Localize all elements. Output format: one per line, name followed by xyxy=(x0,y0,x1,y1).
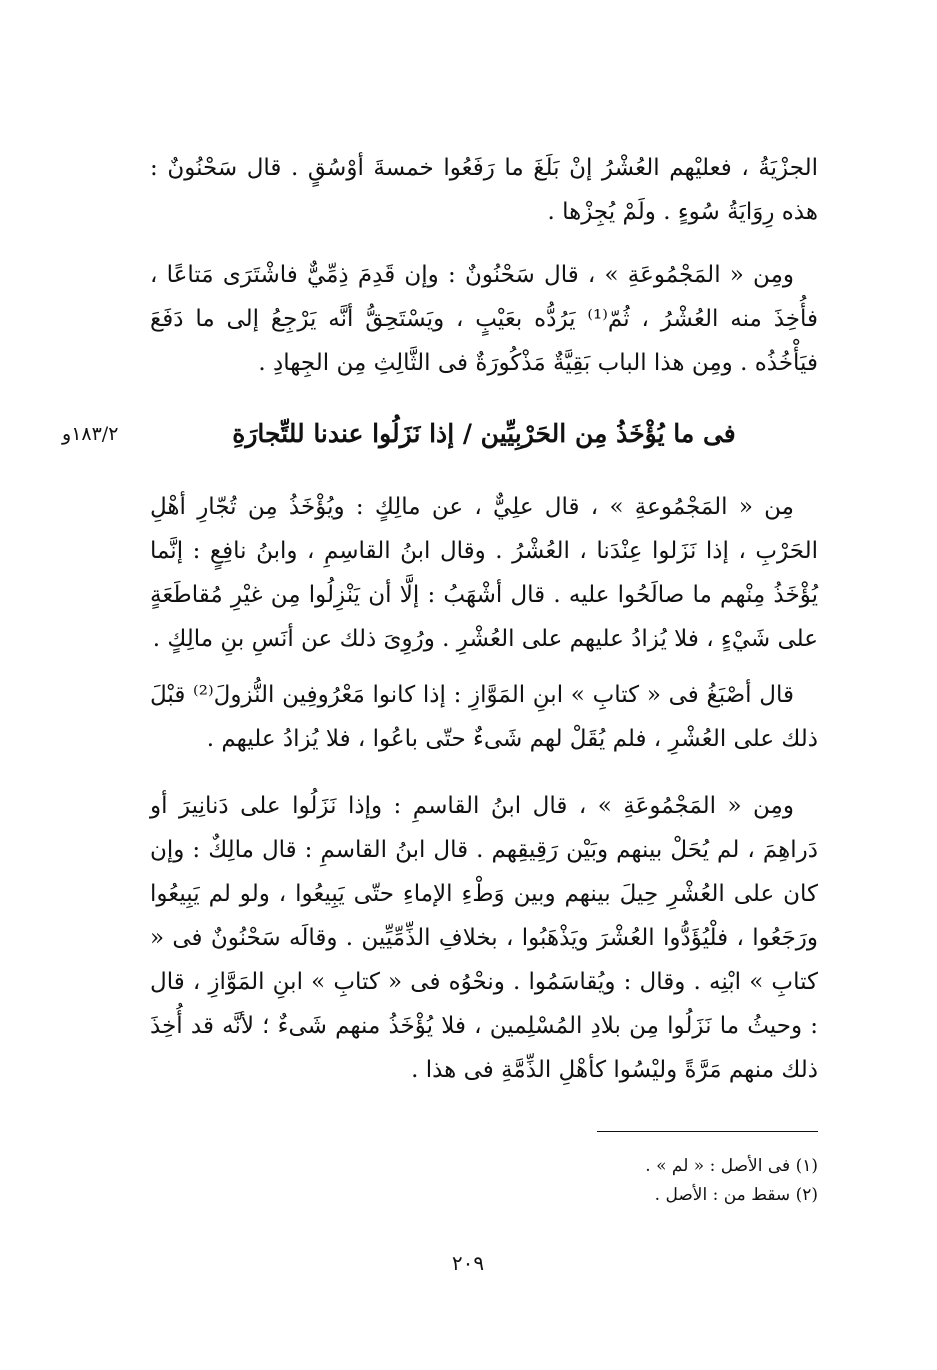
paragraph-4: قال أصْبَغُ فى « كتابِ » ابنِ المَوَّازِ : إذا كانوا مَعْرُوفِين النُّزولَ⁽²⁾ قبْلَ ذلك على العُشْرِ ، فلم يُقَلْ لهم شَىءٌ حتّى باعُوا ، فلا يُزادُ عليهم . xyxy=(150,682,818,752)
text-block-5 xyxy=(150,784,818,1092)
paragraph-2: ومِن « المَجْمُوعَةِ » ، قال سَحْنُونٌ : وإن قَدِمَ ذِمِّيٌّ فاشْتَرَى مَتاعًا ، فأُخِذَ منه العُشْرُ ، ثُمّ⁽¹⁾ يَرُدُّه بعَيْبٍ ، ويَسْتَحِقُّ أنَّه يَرْجِعُ إلى ما دَفَعَ فيَأْخُذُه . ومِن هذا الباب بَقِيَّةٌ مَذْكُورَةٌ فى الثَّالِثِ مِن الجِهادِ . xyxy=(150,262,818,376)
page-number: ٢٠٩ xyxy=(451,1251,485,1275)
text-block-2 xyxy=(150,253,818,385)
text-block-1 xyxy=(150,146,818,234)
paragraph-5: ومِن « المَجْمُوعَةِ » ، قال ابنُ القاسمِ : وإذا نَزَلُوا على دَنانِيرَ أو دَراهِمَ ، لم يُحَلْ بينهم وبَيْن رَقِيقِهم . قال ابنُ القاسمِ : قال مالِكٌ : وإن كان على العُشْرِ حِيلَ بينهم وبين وَطْءِ الإماءِ حتّى يَبِيعُوا ، ولو لم يَبِيعُوا ورَجَعُوا ، فلْيُؤَدُّوا العُشْرَ ويَذْهَبُوا ، بخلافِ الذِّمِّيِّين . وقالَه سَحْنُونٌ فى « كتابِ » ابْنِه . وقال : ويُقاسَمُوا . ونحْوُه فى « كتابِ » ابنِ المَوَّازِ ، قال : وحيثُ ما نَزَلُوا مِن بلادِ المُسْلِمين ، فلا يُؤْخَذُ منهم شَىءٌ ؛ لأنَّه قد أُخِذَ ذلك منهم مَرَّةً وليْسُوا كأهْلِ الذِّمَّةِ فى هذا . xyxy=(150,793,818,1083)
footnote-divider xyxy=(597,1131,818,1132)
footnote-2: (٢) سقط من : الأصل . xyxy=(654,1185,818,1205)
chapter-heading: فى ما يُؤْخَذُ مِن الحَرْبِيِّين / إذا نَزَلُوا عندنا للتِّجارَةِ xyxy=(232,419,736,448)
footnotes xyxy=(500,1152,818,1210)
footnote-1: (١) فى الأصل : « لم » . xyxy=(645,1156,818,1176)
text-block-3 xyxy=(150,485,818,661)
paragraph-1: الجزْيَةُ ، فعليْهم العُشْرُ إنْ بَلَغَ ما رَفَعُوا خمسةَ أوْسُقٍ . قال سَحْنُونٌ : هذه رِوَايَةُ سُوءٍ . ولَمْ يُجِزْها . xyxy=(150,155,818,225)
text-block-4 xyxy=(150,673,818,761)
margin-folio-reference: ١٨٣/٢و xyxy=(62,423,119,445)
paragraph-3: مِن « المَجْمُوعةِ » ، قال علِيٌّ ، عن مالِكٍ : ويُؤْخَذُ مِن تُجّارِ أهْلِ الحَرْبِ ، إذا نَزَلوا عِنْدَنا ، العُشْرُ . وقال ابنُ القاسِمِ ، وابنُ نافِعٍ : إنَّما يُؤْخَذُ مِنْهم ما صالَحُوا عليه . قال أشْهَبُ : إلَّا أن يَنْزِلُوا مِن غيْرِ مُقاطَعَةٍ على شَيْءٍ ، فلا يُزادُ عليهم على العُشْرِ . ورُوِىَ ذلك عن أنَسِ بنِ مالِكٍ . xyxy=(150,494,818,652)
